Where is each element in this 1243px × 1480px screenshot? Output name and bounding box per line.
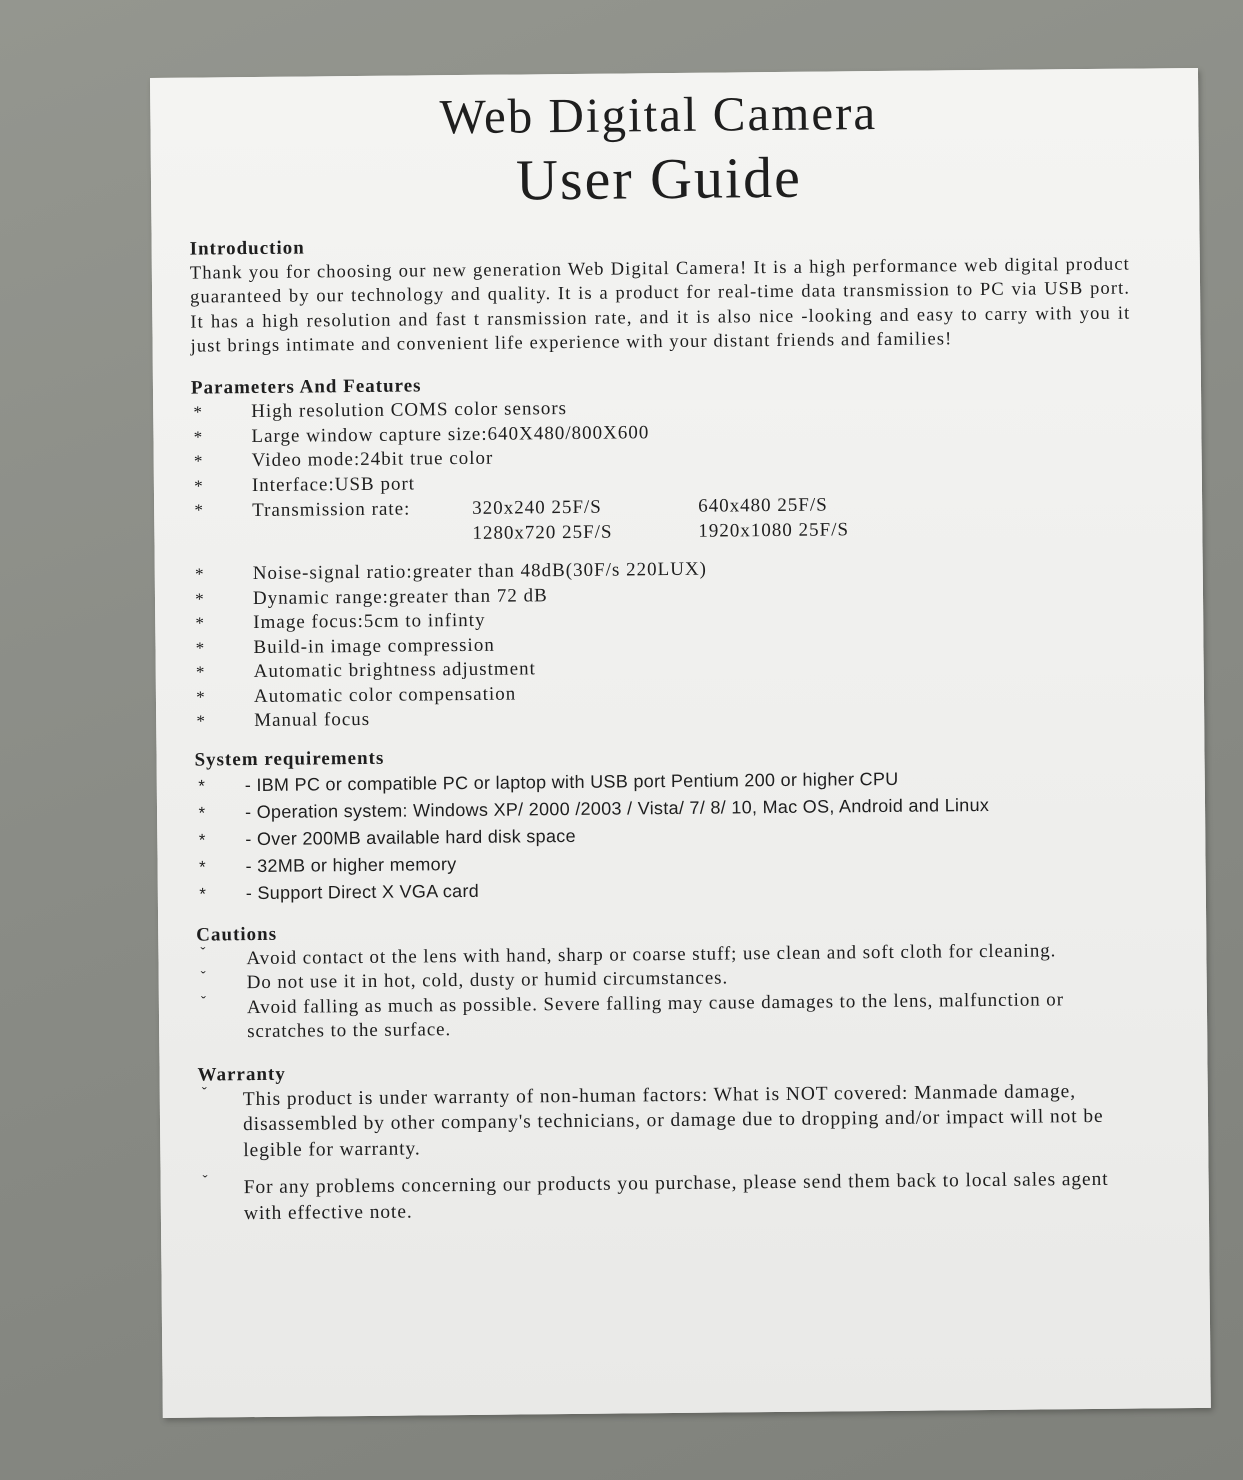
asterisk-bullet-icon: * (193, 402, 204, 422)
asterisk-bullet-icon: * (193, 451, 204, 471)
transmission-rate-value: 640x480 25F/S (698, 494, 828, 517)
asterisk-bullet-icon: * (194, 500, 204, 520)
asterisk-bullet-icon: * (193, 427, 204, 447)
asterisk-bullet-icon: * (194, 476, 204, 496)
transmission-rate-value: 1280x720 25F/S (472, 521, 613, 545)
user-guide-sheet (150, 68, 1211, 1418)
transmission-rate-item (192, 490, 1132, 549)
transmission-rate-table (252, 490, 1132, 548)
parameter-text: High resolution COMS color sensors (251, 398, 568, 423)
warranty-section (197, 1054, 1139, 1227)
asterisk-bullet-icon: * (199, 884, 207, 904)
parameter-text: Interface:USB port (251, 473, 416, 496)
asterisk-bullet-icon: * (194, 564, 205, 584)
asterisk-bullet-icon: * (198, 803, 206, 823)
parameter-text: Build-in image compression (253, 634, 495, 658)
requirement-text: - IBM PC or compatible PC or laptop with USB port Pentium 200 or higher CPU (244, 768, 899, 795)
asterisk-bullet-icon: * (196, 687, 206, 707)
parameter-text: Dynamic range:greater than 72 dB (252, 584, 548, 609)
cautions-section (196, 914, 1137, 1045)
warranty-list (198, 1078, 1139, 1227)
parameter-text: Automatic brightness adjustment (253, 658, 536, 683)
document-content (188, 83, 1139, 1239)
caron-bullet-icon: ˇ (200, 945, 207, 962)
asterisk-bullet-icon: * (195, 613, 206, 633)
caution-text: Avoid falling as much as possible. Severe falling may cause damages to the lens, malfunction or scratches to the surface. (246, 988, 1064, 1043)
parameters-list-top (191, 392, 1132, 549)
transmission-rate-value: 1920x1080 25F/S (698, 519, 850, 542)
asterisk-bullet-icon: * (199, 857, 207, 877)
parameter-text: Automatic color compensation (253, 683, 517, 707)
transmission-rate-value: 320x240 25F/S (472, 496, 602, 520)
requirement-text: - 32MB or higher memory (245, 853, 457, 876)
introduction-text: Thank you for choosing our new generation Web Digital Camera! It is a high performance web digital product guaranteed by our technology and quality. It is a product for real-time data transmission to PC via USB port. It has a high resolution and fast t ransmission rate, and it is also nice -looking and easy to carry with you it just brings intimate and convenient life experience with your distant friends and families! (189, 254, 1131, 357)
parameter-text: Large window capture size:640X480/800X600 (251, 421, 650, 447)
warranty-text: For any problems concerning our products you purchase, please send them back to local sales agent with effective note. (243, 1169, 1109, 1224)
parameter-text: Manual focus (254, 709, 371, 732)
parameter-text: Image focus:5cm to infinty (253, 609, 486, 634)
asterisk-bullet-icon: * (196, 711, 207, 731)
caron-bullet-icon: ˇ (200, 994, 207, 1011)
requirement-text: - Over 200MB available hard disk space (245, 825, 576, 849)
asterisk-bullet-icon: * (198, 830, 206, 850)
cautions-list (196, 938, 1137, 1045)
parameter-text: Noise-signal ratio:greater than 48dB(30F/s 220LUX) (252, 558, 708, 585)
parameter-text: Video mode:24bit true color (251, 447, 494, 472)
asterisk-bullet-icon: * (195, 589, 205, 609)
list-item (198, 1078, 1139, 1164)
caution-text: Avoid contact ot the lens with hand, sharp or coarse stuff; use clean and soft cloth for cleaning. (246, 940, 1057, 969)
transmission-rate-spacer (252, 521, 472, 548)
introduction-heading: Introduction (189, 237, 305, 260)
requirement-text: - Operation system: Windows XP/ 2000 /2003 / Vista/ 7/ 8/ 10, Mac OS, Android and Linux (244, 794, 990, 822)
asterisk-bullet-icon: * (198, 776, 206, 796)
system-requirements-heading: System requirements (194, 747, 385, 771)
caron-bullet-icon: ˇ (201, 1085, 208, 1102)
warranty-text: This product is under warranty of non-human factors: What is NOT covered: Manmade damage, disassembled by other company's technicians, or damage due to dropping and/or impact will not be legible for warranty. (242, 1080, 1104, 1161)
document-title: Web Digital Camera (439, 85, 878, 145)
parameters-section (191, 368, 1134, 735)
caution-text: Do not use it in hot, cold, dusty or humid circumstances. (246, 967, 729, 994)
system-requirements-section (194, 739, 1135, 907)
cautions-heading: Cautions (196, 923, 278, 946)
introduction-section (190, 229, 1131, 359)
asterisk-bullet-icon: * (195, 638, 206, 658)
parameters-heading: Parameters And Features (190, 375, 422, 399)
asterisk-bullet-icon: * (195, 662, 206, 682)
document-subtitle: User Guide (515, 144, 803, 213)
list-item (199, 1167, 1139, 1227)
list-item (197, 987, 1137, 1045)
system-requirements-list (195, 763, 1136, 907)
warranty-heading: Warranty (197, 1063, 286, 1086)
caron-bullet-icon: ˇ (202, 1173, 209, 1190)
requirement-text: - Support Direct X VGA card (245, 880, 480, 903)
parameters-list-bottom (193, 554, 1135, 735)
caron-bullet-icon: ˇ (200, 969, 207, 986)
transmission-rate-label: Transmission rate: (252, 498, 411, 522)
